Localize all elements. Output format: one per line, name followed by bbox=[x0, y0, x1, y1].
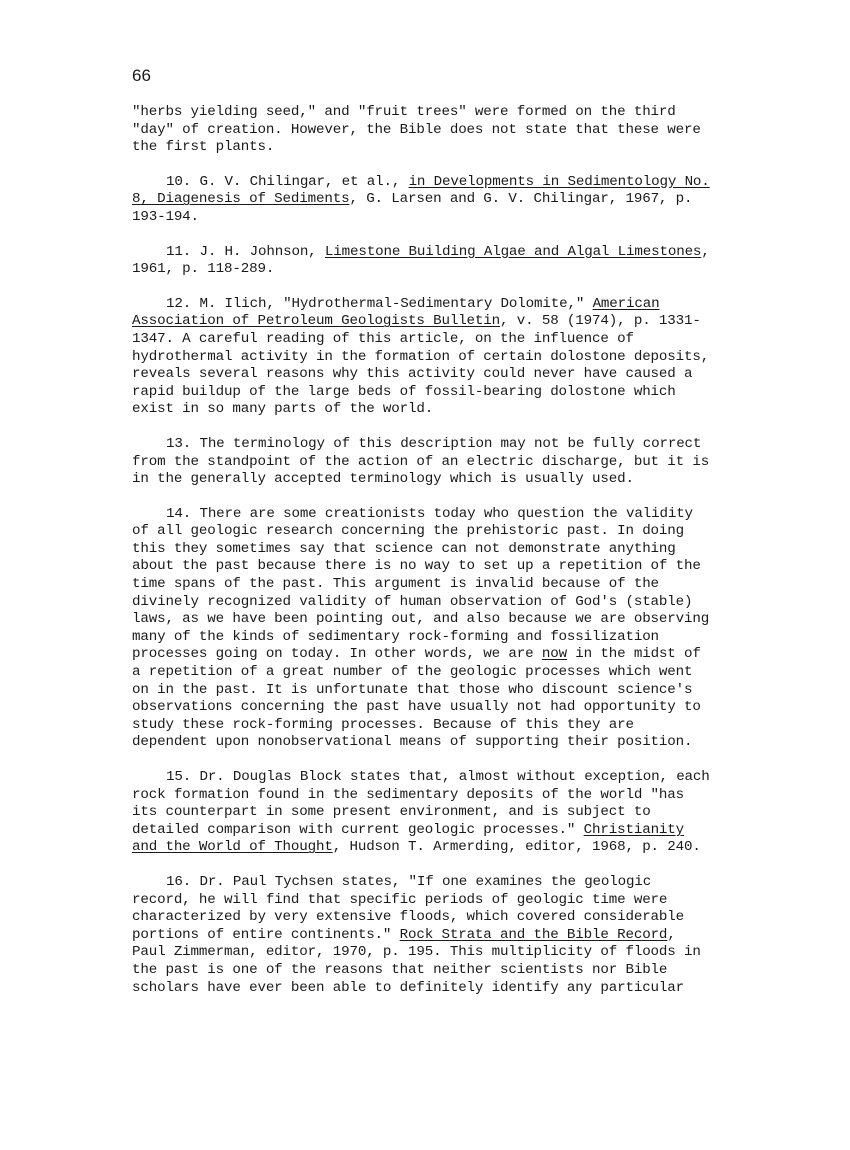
text-segment: , 1961, p. 118-289. bbox=[132, 243, 710, 278]
note-10 bbox=[132, 174, 710, 227]
note-12 bbox=[132, 296, 710, 419]
note-11 bbox=[132, 244, 710, 279]
text-segment: , Paul Zimmerman, editor, 1970, p. 195. This multiplicity of floods in the past is one of the reasons that neither scientists nor Bible scholars have ever been able to definitely identify any particular bbox=[132, 926, 701, 996]
text-segment: 13. The terminology of this description may not be fully correct from the standpoint of the action of an electric discharge, but it is in the generally accepted terminology which is usually used. bbox=[132, 435, 710, 488]
note-15 bbox=[132, 769, 710, 857]
text-segment: 15. Dr. Douglas Block states that, almost without exception, each rock formation found in the sedimentary deposits of the world "has its counterpart in some present environment, and is subject to detailed comparison with current geologic processes." bbox=[132, 769, 710, 838]
text-segment: 11. J. H. Johnson, bbox=[166, 243, 325, 260]
underlined-title: in Developments in Sedimentology No. 8, Diagenesis of Sediments bbox=[132, 173, 710, 208]
text-segment: 14. There are some creationists today who question the validity of all geologic research concerning the prehistoric past. In doing this they sometimes say that science can not demonstrate anything about the past because there is no way to set up a repetition of the time spans of the past. This argument is invalid because of the divinely recognized validity of human observation of God's (stable) laws, as we have been pointing out, and also because we are observing many of the kinds of sedimentary rock-forming and fossilization processes going on today. In other words, we are bbox=[132, 505, 710, 663]
text-segment: "herbs yielding seed," and "fruit trees" were formed on the third "day" of creation. However, the Bible does not state that these were the first plants. bbox=[132, 104, 701, 156]
continuation-paragraph bbox=[132, 104, 710, 157]
text-segment: 16. Dr. Paul Tychsen states, "If one examines the geologic record, he will find that specific periods of geologic time were characterized by very extensive floods, which covered considerable portions of entire continents." bbox=[132, 873, 685, 943]
note-13 bbox=[132, 436, 710, 489]
underlined-title: now bbox=[541, 646, 567, 663]
text-segment: 12. M. Ilich, "Hydrothermal-Sedimentary Dolomite," bbox=[166, 295, 593, 312]
text-segment: in the midst of a repetition of a great number of the geologic processes which went on in the past. It is unfortunate that those who discount science's observations concerning the past have usually not had opportunity to study these rock-forming processes. Because of this they are dependent upon nonobservational means of supporting their position. bbox=[132, 646, 701, 751]
text-segment: , Hudson T. Armerding, editor, 1968, p. 240. bbox=[332, 839, 701, 856]
underlined-title: Christianity and the World of Thought bbox=[132, 821, 685, 856]
underlined-title: Limestone Building Algae and Algal Limestones bbox=[324, 243, 702, 260]
note-16 bbox=[132, 874, 710, 997]
page-content bbox=[132, 104, 710, 1014]
text-segment: , G. Larsen and G. V. Chilingar, 1967, p. 193-194. bbox=[132, 191, 693, 225]
note-14 bbox=[132, 506, 710, 752]
underlined-title: American Association of Petroleum Geologists Bulletin bbox=[132, 295, 660, 330]
text-segment: , v. 58 (1974), p. 1331-1347. A careful reading of this article, on the influence of hydrothermal activity in the formation of certain dolostone deposits, reveals several reasons why this activity could never have caused a rapid buildup of the large beds of fossil-bearing dolostone which exist in so many parts of the world. bbox=[132, 313, 710, 418]
underlined-title: Rock Strata and the Bible Record bbox=[399, 926, 668, 943]
text-segment: 10. G. V. Chilingar, et al., bbox=[166, 173, 409, 190]
page-number: 66 bbox=[132, 66, 151, 85]
